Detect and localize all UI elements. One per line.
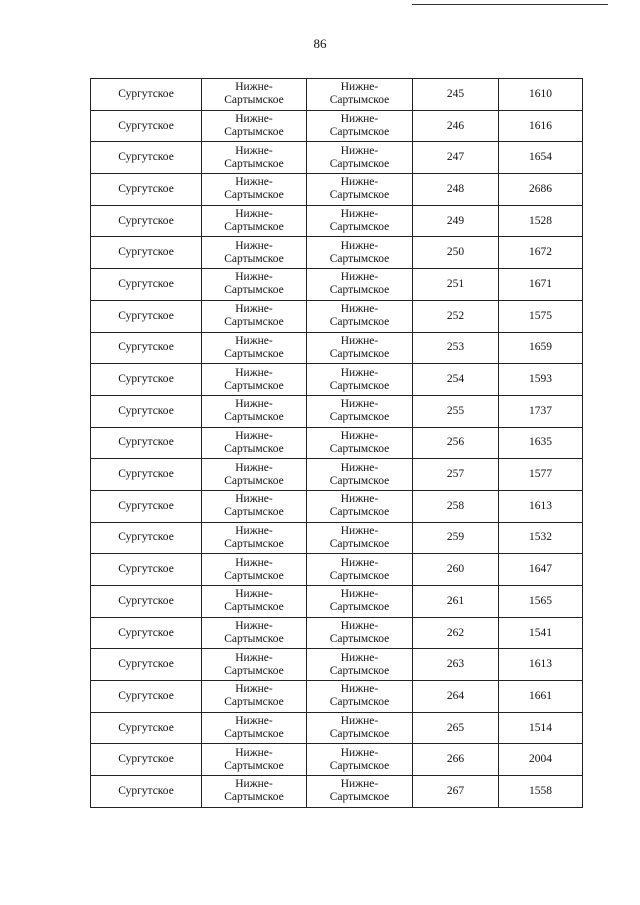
data-table <box>90 78 583 808</box>
number-cell: 266 <box>413 744 499 776</box>
number-cell: 262 <box>413 617 499 649</box>
area-cell-line1: Нижне- <box>235 746 273 759</box>
table-row <box>91 681 583 713</box>
area-cell-line2: Сартымское <box>224 411 284 424</box>
field-cell-line2: Сартымское <box>329 252 390 265</box>
field-cell-line1: Нижне- <box>340 588 379 601</box>
area-cell <box>202 237 307 269</box>
table-row <box>91 617 583 649</box>
deposit-cell: Сургутское <box>91 237 202 269</box>
area-cell-line1: Нижне- <box>235 461 273 474</box>
value-cell: 1647 <box>499 554 583 586</box>
table-row <box>91 744 583 776</box>
value-cell: 1661 <box>499 681 583 713</box>
area-cell-line2: Сартымское <box>224 442 284 455</box>
table-row <box>91 174 583 206</box>
value-cell: 1672 <box>499 237 583 269</box>
area-cell <box>202 300 307 332</box>
field-cell-line1: Нижне- <box>340 620 379 633</box>
value-cell: 1577 <box>499 459 583 491</box>
area-cell-line1: Нижне- <box>235 429 273 442</box>
field-cell-line1: Нижне- <box>340 113 379 126</box>
area-cell <box>202 776 307 808</box>
number-cell: 245 <box>413 79 499 111</box>
deposit-cell: Сургутское <box>91 744 202 776</box>
area-cell-line2: Сартымское <box>224 506 284 519</box>
area-cell-line2: Сартымское <box>224 569 284 582</box>
number-cell: 251 <box>413 269 499 301</box>
number-cell: 249 <box>413 205 499 237</box>
deposit-cell: Сургутское <box>91 269 202 301</box>
field-cell <box>307 617 413 649</box>
field-cell-line1: Нижне- <box>340 366 379 379</box>
deposit-cell: Сургутское <box>91 395 202 427</box>
number-cell: 255 <box>413 395 499 427</box>
value-cell: 2686 <box>499 174 583 206</box>
number-cell: 250 <box>413 237 499 269</box>
field-cell-line1: Нижне- <box>340 778 379 791</box>
deposit-cell: Сургутское <box>91 459 202 491</box>
field-cell-line2: Сартымское <box>329 316 390 329</box>
field-cell-line2: Сартымское <box>329 791 390 804</box>
area-cell <box>202 617 307 649</box>
page-number: 86 <box>313 36 327 51</box>
value-cell: 1558 <box>499 776 583 808</box>
table-row <box>91 712 583 744</box>
value-cell: 1541 <box>499 617 583 649</box>
field-cell <box>307 649 413 681</box>
area-cell-line1: Нижне- <box>235 176 273 189</box>
field-cell-line1: Нижне- <box>340 271 379 284</box>
number-cell: 257 <box>413 459 499 491</box>
area-cell-line2: Сартымское <box>224 728 284 741</box>
area-cell-line2: Сартымское <box>224 664 284 677</box>
field-cell-line2: Сартымское <box>329 569 390 582</box>
field-cell-line2: Сартымское <box>329 664 390 677</box>
deposit-cell: Сургутское <box>91 332 202 364</box>
value-cell: 1575 <box>499 300 583 332</box>
field-cell <box>307 269 413 301</box>
field-cell <box>307 522 413 554</box>
area-cell-line2: Сартымское <box>224 759 284 772</box>
field-cell-line1: Нижне- <box>340 461 379 474</box>
table-row <box>91 237 583 269</box>
field-cell-line2: Сартымское <box>329 601 390 614</box>
field-cell-line1: Нижне- <box>340 556 379 569</box>
field-cell-line2: Сартымское <box>329 474 390 487</box>
table-row <box>91 459 583 491</box>
value-cell: 1593 <box>499 364 583 396</box>
field-cell <box>307 174 413 206</box>
field-cell-line1: Нижне- <box>340 651 379 664</box>
field-cell-line2: Сартымское <box>329 126 390 139</box>
field-cell <box>307 554 413 586</box>
field-cell-line2: Сартымское <box>329 221 390 234</box>
area-cell <box>202 79 307 111</box>
field-cell-line1: Нижне- <box>340 176 379 189</box>
value-cell: 1635 <box>499 427 583 459</box>
deposit-cell: Сургутское <box>91 554 202 586</box>
field-cell <box>307 142 413 174</box>
area-cell-line1: Нижне- <box>235 113 273 126</box>
deposit-cell: Сургутское <box>91 681 202 713</box>
area-cell-line1: Нижне- <box>235 715 273 728</box>
field-cell <box>307 110 413 142</box>
area-cell <box>202 364 307 396</box>
value-cell: 1616 <box>499 110 583 142</box>
area-cell-line2: Сартымское <box>224 252 284 265</box>
area-cell-line2: Сартымское <box>224 474 284 487</box>
field-cell <box>307 744 413 776</box>
field-cell-line2: Сартымское <box>329 759 390 772</box>
area-cell-line2: Сартымское <box>224 791 284 804</box>
area-cell <box>202 174 307 206</box>
table-row <box>91 79 583 111</box>
area-cell-line1: Нижне- <box>235 366 273 379</box>
area-cell <box>202 681 307 713</box>
field-cell-line2: Сартымское <box>329 284 390 297</box>
area-cell-line1: Нижне- <box>235 493 273 506</box>
field-cell <box>307 332 413 364</box>
table-row <box>91 586 583 618</box>
field-cell-line1: Нижне- <box>340 524 379 537</box>
deposit-cell: Сургутское <box>91 79 202 111</box>
table-row <box>91 776 583 808</box>
deposit-cell: Сургутское <box>91 776 202 808</box>
deposit-cell: Сургутское <box>91 174 202 206</box>
field-cell-line1: Нижне- <box>340 334 379 347</box>
value-cell: 1565 <box>499 586 583 618</box>
field-cell-line2: Сартымское <box>329 442 390 455</box>
deposit-cell: Сургутское <box>91 522 202 554</box>
area-cell-line1: Нижне- <box>235 81 273 94</box>
area-cell <box>202 395 307 427</box>
number-cell: 252 <box>413 300 499 332</box>
area-cell-line1: Нижне- <box>235 588 273 601</box>
area-cell <box>202 459 307 491</box>
deposit-cell: Сургутское <box>91 586 202 618</box>
value-cell: 1532 <box>499 522 583 554</box>
area-cell-line2: Сартымское <box>224 347 284 360</box>
field-cell-line1: Нижне- <box>340 746 379 759</box>
table-row <box>91 554 583 586</box>
table-row <box>91 427 583 459</box>
area-cell <box>202 522 307 554</box>
number-cell: 256 <box>413 427 499 459</box>
area-cell-line1: Нижне- <box>235 239 273 252</box>
field-cell-line1: Нижне- <box>340 239 379 252</box>
header-rule <box>412 4 608 5</box>
deposit-cell: Сургутское <box>91 300 202 332</box>
table-row <box>91 332 583 364</box>
area-cell <box>202 744 307 776</box>
field-cell-line1: Нижне- <box>340 144 379 157</box>
area-cell-line2: Сартымское <box>224 221 284 234</box>
field-cell-line2: Сартымское <box>329 379 390 392</box>
number-cell: 261 <box>413 586 499 618</box>
field-cell-line1: Нижне- <box>340 398 379 411</box>
number-cell: 265 <box>413 712 499 744</box>
area-cell <box>202 649 307 681</box>
number-cell: 259 <box>413 522 499 554</box>
field-cell-line2: Сартымское <box>329 696 390 709</box>
area-cell <box>202 142 307 174</box>
area-cell-line1: Нижне- <box>235 144 273 157</box>
field-cell <box>307 427 413 459</box>
area-cell-line2: Сартымское <box>224 379 284 392</box>
deposit-cell: Сургутское <box>91 110 202 142</box>
table-row <box>91 649 583 681</box>
field-cell <box>307 586 413 618</box>
area-cell <box>202 490 307 522</box>
field-cell <box>307 395 413 427</box>
area-cell <box>202 269 307 301</box>
area-cell <box>202 554 307 586</box>
table-row <box>91 142 583 174</box>
area-cell-line1: Нижне- <box>235 778 273 791</box>
table-row <box>91 490 583 522</box>
value-cell: 1737 <box>499 395 583 427</box>
field-cell-line2: Сартымское <box>329 537 390 550</box>
value-cell: 1671 <box>499 269 583 301</box>
area-cell-line1: Нижне- <box>235 334 273 347</box>
field-cell-line1: Нижне- <box>340 303 379 316</box>
area-cell-line1: Нижне- <box>235 303 273 316</box>
area-cell-line2: Сартымское <box>224 633 284 646</box>
field-cell <box>307 681 413 713</box>
field-cell-line2: Сартымское <box>329 189 390 202</box>
value-cell: 1654 <box>499 142 583 174</box>
number-cell: 263 <box>413 649 499 681</box>
table-row <box>91 522 583 554</box>
field-cell-line1: Нижне- <box>340 81 379 94</box>
number-cell: 247 <box>413 142 499 174</box>
field-cell-line2: Сартымское <box>329 94 390 107</box>
area-cell-line2: Сартымское <box>224 284 284 297</box>
value-cell: 2004 <box>499 744 583 776</box>
deposit-cell: Сургутское <box>91 490 202 522</box>
area-cell-line2: Сартымское <box>224 537 284 550</box>
field-cell <box>307 490 413 522</box>
field-cell <box>307 237 413 269</box>
field-cell <box>307 79 413 111</box>
table-row <box>91 205 583 237</box>
deposit-cell: Сургутское <box>91 712 202 744</box>
number-cell: 258 <box>413 490 499 522</box>
deposit-cell: Сургутское <box>91 649 202 681</box>
deposit-cell: Сургутское <box>91 427 202 459</box>
number-cell: 246 <box>413 110 499 142</box>
deposit-cell: Сургутское <box>91 205 202 237</box>
field-cell-line1: Нижне- <box>340 429 379 442</box>
deposit-cell: Сургутское <box>91 364 202 396</box>
area-cell <box>202 110 307 142</box>
value-cell: 1659 <box>499 332 583 364</box>
field-cell-line2: Сартымское <box>329 633 390 646</box>
area-cell-line1: Нижне- <box>235 271 273 284</box>
table-row <box>91 110 583 142</box>
field-cell-line1: Нижне- <box>340 715 379 728</box>
area-cell-line2: Сартымское <box>224 189 284 202</box>
number-cell: 267 <box>413 776 499 808</box>
field-cell-line2: Сартымское <box>329 506 390 519</box>
area-cell-line2: Сартымское <box>224 126 284 139</box>
value-cell: 1528 <box>499 205 583 237</box>
table-row <box>91 300 583 332</box>
field-cell <box>307 364 413 396</box>
field-cell-line1: Нижне- <box>340 208 379 221</box>
area-cell-line2: Сартымское <box>224 157 284 170</box>
field-cell-line1: Нижне- <box>340 683 379 696</box>
field-cell-line2: Сартымское <box>329 411 390 424</box>
value-cell: 1613 <box>499 649 583 681</box>
area-cell <box>202 205 307 237</box>
area-cell <box>202 586 307 618</box>
number-cell: 253 <box>413 332 499 364</box>
area-cell-line1: Нижне- <box>235 556 273 569</box>
field-cell <box>307 459 413 491</box>
deposit-cell: Сургутское <box>91 142 202 174</box>
field-cell-line1: Нижне- <box>340 493 379 506</box>
number-cell: 264 <box>413 681 499 713</box>
area-cell-line2: Сартымское <box>224 601 284 614</box>
area-cell <box>202 427 307 459</box>
number-cell: 260 <box>413 554 499 586</box>
area-cell-line2: Сартымское <box>224 94 284 107</box>
value-cell: 1610 <box>499 79 583 111</box>
table-body <box>91 79 583 808</box>
field-cell-line2: Сартымское <box>329 728 390 741</box>
number-cell: 254 <box>413 364 499 396</box>
value-cell: 1613 <box>499 490 583 522</box>
number-cell: 248 <box>413 174 499 206</box>
area-cell-line1: Нижне- <box>235 398 273 411</box>
field-cell <box>307 300 413 332</box>
area-cell-line1: Нижне- <box>235 651 273 664</box>
area-cell-line2: Сартымское <box>224 316 284 329</box>
table-row <box>91 395 583 427</box>
area-cell-line1: Нижне- <box>235 620 273 633</box>
field-cell <box>307 205 413 237</box>
field-cell-line2: Сартымское <box>329 157 390 170</box>
table-row <box>91 269 583 301</box>
field-cell <box>307 776 413 808</box>
deposit-cell: Сургутское <box>91 617 202 649</box>
area-cell <box>202 332 307 364</box>
area-cell <box>202 712 307 744</box>
area-cell-line1: Нижне- <box>235 683 273 696</box>
area-cell-line1: Нижне- <box>235 208 273 221</box>
area-cell-line2: Сартымское <box>224 696 284 709</box>
field-cell <box>307 712 413 744</box>
value-cell: 1514 <box>499 712 583 744</box>
table-row <box>91 364 583 396</box>
area-cell-line1: Нижне- <box>235 524 273 537</box>
field-cell-line2: Сартымское <box>329 347 390 360</box>
